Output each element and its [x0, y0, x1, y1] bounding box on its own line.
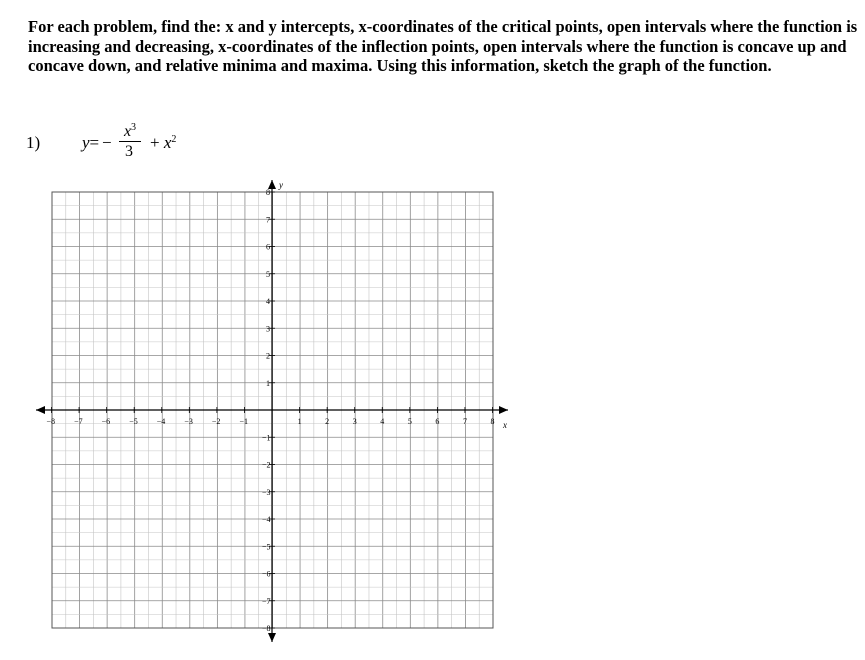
x-tick-label: 1 [297, 417, 302, 426]
y-axis-label: y [279, 180, 283, 190]
y-tick-label: 1 [266, 378, 270, 388]
arrow-right-icon [499, 406, 508, 414]
x-tick-label: −6 [101, 417, 111, 426]
minus-sign: − [102, 133, 112, 152]
y-tick-label: 7 [266, 215, 270, 225]
y-tick-label: −2 [262, 460, 271, 470]
y-tick-label: −5 [262, 542, 271, 552]
x-axis-label: x [503, 420, 507, 430]
y-tick-label: −3 [262, 487, 271, 497]
x-tick-label: 2 [325, 417, 330, 426]
x-tick-label: 8 [490, 417, 495, 426]
y-tick-label: −1 [262, 433, 271, 443]
y-tick-label: −8 [262, 624, 271, 633]
fraction-denominator: 3 [125, 143, 133, 160]
y-tick-label: 6 [266, 242, 270, 252]
x-tick-label: 7 [462, 417, 467, 426]
y-tick-label: −4 [262, 515, 271, 524]
y-tick-label: 4 [266, 297, 270, 306]
y-tick-label: 5 [266, 269, 270, 279]
x-tick-label: −3 [184, 417, 193, 426]
equation-lhs: y= [82, 133, 100, 152]
y-tick-label: 2 [266, 351, 270, 361]
x-tick-label: −4 [156, 417, 166, 426]
arrow-left-icon [36, 406, 45, 414]
equation-term: + $x^2$ [150, 133, 177, 152]
arrow-down-icon [268, 633, 276, 642]
x-tick-label: 5 [407, 417, 412, 426]
x-tick-label: −8 [46, 417, 56, 426]
x-tick-label: −5 [129, 417, 138, 426]
x-tick-label: −7 [74, 417, 83, 426]
x-tick-label: 3 [352, 417, 357, 426]
instructions-text: For each problem, find the: x and y intercepts, x-coordinates of the critical points, open intervals where the function is increasing and decreasing, x-coordinates of the inflection points, open intervals where the function is concave up and concave down, and relative minima and maxima. Using this information, sketch the graph of the function. [28, 17, 858, 76]
x-tick-label: 4 [380, 417, 385, 426]
y-tick-label: −7 [262, 596, 271, 606]
problem-number: 1) [26, 133, 41, 152]
y-tick-label: 3 [266, 324, 270, 334]
x-tick-label: −2 [211, 417, 221, 426]
x-tick-label: 6 [435, 417, 440, 426]
fraction-numerator: $x^3$ [123, 122, 137, 140]
y-tick-label: −6 [262, 569, 271, 579]
x-tick-label: −1 [239, 417, 248, 426]
y-tick-label: 8 [266, 188, 270, 197]
